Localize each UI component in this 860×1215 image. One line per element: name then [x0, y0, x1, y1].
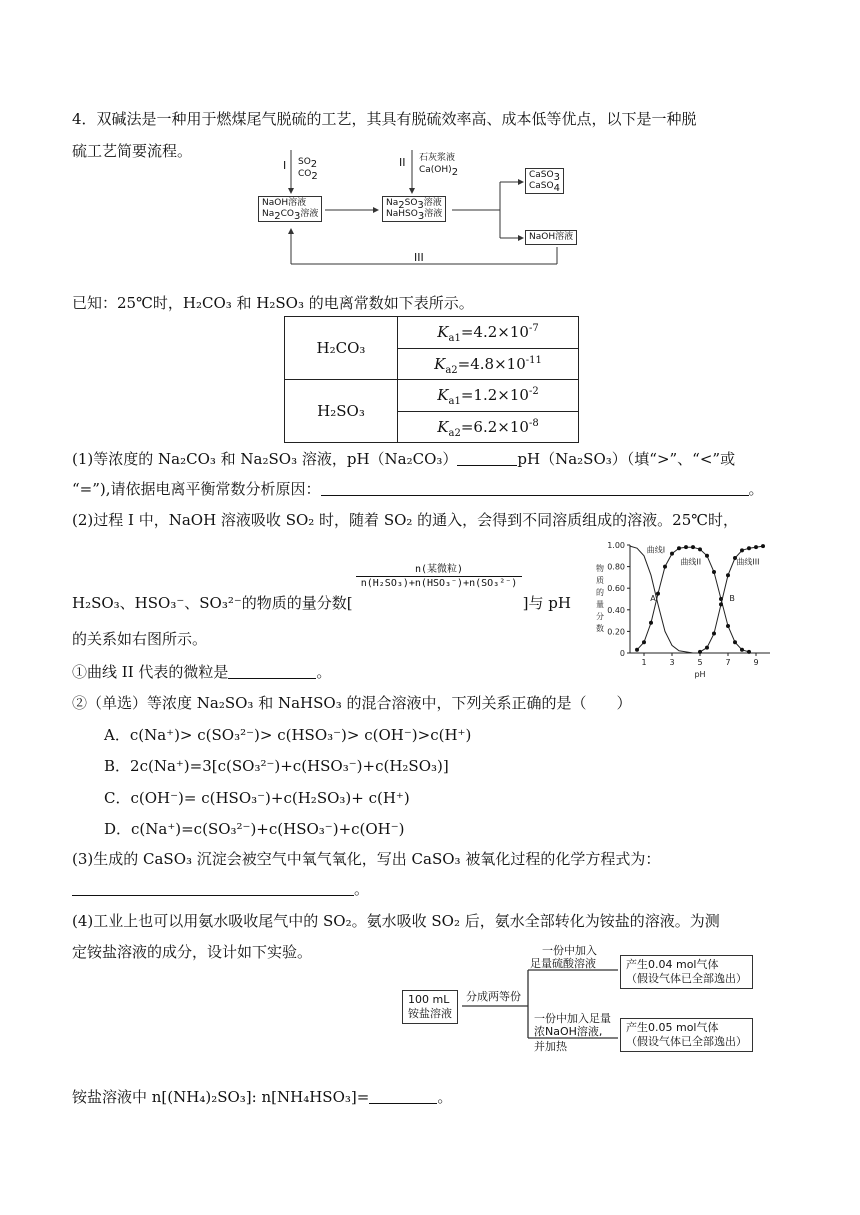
chart-series-point-3 — [740, 548, 744, 552]
chart-x-axis-label: pH — [694, 670, 706, 679]
chart-x-tick-label: 1 — [641, 658, 647, 667]
flow-lime-slurry: 石灰浆液 — [419, 153, 456, 163]
chart-x-tick-label: 5 — [697, 658, 703, 667]
ka2-h2co3: $K_{a2}=4.8\times 10^{-11}$ — [398, 348, 579, 380]
chart-y-axis-label-char: 量 — [596, 600, 604, 609]
chart-series-point-2 — [698, 547, 702, 551]
chart-y-tick-label: 0.80 — [607, 562, 625, 572]
ka2-h2so3: $K_{a2}=6.2\times 10^{-8}$ — [398, 411, 579, 443]
flow-calcium-hydroxide: $Ca(OH)_2$ — [419, 165, 459, 178]
chart-series-point-3 — [754, 545, 758, 549]
chart-y-tick-label: 1.00 — [607, 541, 625, 550]
chart-y-tick-label: 0.60 — [607, 584, 625, 594]
option-a[interactable]: A．c(Na⁺)> c(SO₃²⁻)> c(HSO₃⁻)> c(OH⁻)>c(H⁺) — [104, 726, 472, 744]
chart-x-tick-label: 3 — [669, 658, 675, 667]
flow-step-3-label: III — [414, 251, 424, 264]
chart-y-tick-label: 0.40 — [607, 605, 625, 615]
experiment-result2-box: 产生0.05 mol气体 （假设气体已全部逸出） — [620, 1018, 753, 1052]
answer-blank-q1-compare[interactable] — [457, 449, 517, 466]
chart-series-point-3 — [726, 573, 730, 577]
chart-series-point-2 — [733, 640, 737, 644]
question-intro-line2: 硫工艺简要流程。 — [72, 142, 193, 160]
chart-series-label-3: 曲线III — [736, 557, 760, 567]
answer-blank-q3-equation[interactable] — [72, 879, 354, 896]
chart-series-point-2 — [642, 640, 646, 644]
flow-box-naoh: NaOH溶液 — [525, 230, 577, 245]
question-3-line1: (3)生成的 CaSO₃ 沉淀会被空气中氧气氧化，写出 CaSO₃ 被氧化过程的化学方程式为： — [72, 850, 661, 868]
option-d[interactable]: D．c(Na⁺)=c(SO₃²⁻)+c(HSO₃⁻)+c(OH⁻) — [104, 820, 405, 838]
chart-series-point-3 — [698, 650, 702, 654]
question-2-line3: 的关系如右图所示。 — [72, 630, 208, 648]
chart-x-tick-label: 7 — [725, 658, 731, 667]
flow-input-so2: $SO_2$ — [298, 157, 318, 170]
chart-y-tick-label: 0.20 — [607, 627, 625, 637]
chart-series-point-2 — [663, 565, 667, 569]
chart-series-point-3 — [705, 646, 709, 650]
question-2-line1: (2)过程 I 中，NaOH 溶液吸收 SO₂ 时，随着 SO₂ 的通入，会得到不同溶质组成的溶液。25℃时， — [72, 511, 739, 529]
question-1-line1: (1)等浓度的 Na₂CO₃ 和 Na₂SO₃ 溶液，pH（Na₂CO₃） pH（Na₂SO₃）（填“>”、“<”或 — [72, 450, 736, 468]
question-4-line3: 铵盐溶液中 n[(NH₄)₂SO₃]: n[NH₄HSO₃]= 。 — [72, 1088, 453, 1106]
experiment-split-label: 分成两等份 — [466, 990, 521, 1003]
answer-blank-q2-curve2[interactable] — [228, 662, 316, 679]
chart-y-axis-label-char: 的 — [596, 588, 604, 597]
question-intro-line1: 4．双碱法是一种用于燃煤尾气脱硫的工艺，其具有脱硫效率高、成本低等优点，以下是一种脱 — [72, 110, 697, 128]
mole-fraction-formula: n(某微粒) n(H₂SO₃)+n(HSO₃⁻)+n(SO₃²⁻) — [356, 560, 522, 589]
chart-series-point-2 — [747, 650, 751, 654]
question-3-line2: 。 — [72, 878, 369, 900]
chart-y-axis-label-char: 数 — [596, 624, 604, 633]
answer-blank-q4-ratio[interactable] — [369, 1087, 437, 1104]
acid-h2co3: H₂CO₃ — [285, 317, 398, 380]
chart-series-point-3 — [761, 544, 765, 548]
question-2-line2: H₂SO₃、HSO₃⁻、SO₃²⁻的物质的量分数[ ]与 pH — [72, 594, 571, 612]
chart-series-point-2 — [649, 621, 653, 625]
chart-series-point-2 — [705, 554, 709, 558]
flow-step-2-label: II — [399, 156, 406, 169]
chart-series-label-2: 曲线II — [680, 557, 702, 567]
question-1-line2: “=”),请依据电离平衡常数分析原因： 。 — [72, 480, 764, 498]
question-4-line1: (4)工业上也可以用氨水吸收尾气中的 SO₂。氨水吸收 SO₂ 后，氨水全部转化为铵盐的溶液。为测 — [72, 912, 720, 930]
flow-box-na2so3-nahso3: $Na_2SO_3$溶液 NaHSO$_3$溶液 — [382, 196, 446, 222]
experiment-result1-box: 产生0.04 mol气体 （假设气体已全部逸出） — [620, 955, 753, 989]
chart-series-point-2 — [726, 624, 730, 628]
known-statement: 已知：25℃时，H₂CO₃ 和 H₂SO₃ 的电离常数如下表所示。 — [72, 294, 474, 312]
flow-step-1-label: I — [283, 159, 287, 172]
question-2-sub2: ②（单选）等浓度 Na₂SO₃ 和 NaHSO₃ 的混合溶液中，下列关系正确的是（ ） — [72, 694, 632, 712]
experiment-branch1-label-1: 一份中加入 — [542, 944, 597, 957]
ka1-h2co3: $K_{a1}=4.2\times 10^{-7}$ — [398, 317, 579, 349]
question-2-sub1: ①曲线 II 代表的微粒是 。 — [72, 663, 332, 681]
chart-point-label-b: B — [729, 594, 735, 604]
chart-series-label-1: 曲线I — [646, 545, 666, 555]
flow-box-naoh-na2co3: NaOH溶液 $Na_2CO_3$溶液 — [258, 196, 322, 222]
flow-input-co2: $CO_2$ — [298, 169, 318, 182]
chart-point-label-a: A — [650, 594, 656, 604]
chart-series-point-2 — [635, 648, 639, 652]
chart-y-axis-label-char: 物 — [596, 564, 604, 573]
option-c[interactable]: C．c(OH⁻)= c(HSO₃⁻)+c(H₂SO₃)+ c(H⁺) — [104, 789, 410, 807]
chart-series-point-2 — [684, 545, 688, 549]
experiment-branch2-label-2: 浓NaOH溶液, — [534, 1025, 603, 1038]
chart-series-point-3 — [719, 602, 723, 606]
flow-box-caso3-caso4: CaSO$_3$ CaSO$_4$ — [525, 168, 564, 194]
chart-y-axis-label-char: 分 — [596, 612, 604, 621]
ionization-constant-table — [284, 316, 579, 443]
experiment-start-box: 100 mL 铵盐溶液 — [402, 990, 458, 1024]
chart-series-point-2 — [656, 592, 660, 596]
chart-series-point-2 — [691, 545, 695, 549]
ka1-h2so3: $K_{a1}=1.2\times 10^{-2}$ — [398, 380, 579, 412]
acid-h2so3: H₂SO₃ — [285, 380, 398, 443]
chart-y-tick-label: 0 — [619, 649, 625, 658]
experiment-branch2-label-3: 并加热 — [534, 1040, 567, 1053]
chart-series-point-2 — [712, 570, 716, 574]
option-b[interactable]: B．2c(Na⁺)=3[c(SO₃²⁻)+c(HSO₃⁻)+c(H₂SO₃)] — [104, 757, 449, 775]
answer-blank-q1-reason[interactable] — [321, 479, 749, 496]
mole-fraction-ph-chart — [590, 535, 790, 685]
experiment-branch1-label-2: 足量硫酸溶液 — [530, 957, 596, 970]
chart-y-axis-label-char: 质 — [596, 576, 604, 585]
question-4-line2: 定铵盐溶液的成分，设计如下实验。 — [72, 943, 313, 961]
chart-series-point-2 — [670, 552, 674, 556]
chart-series-point-2 — [740, 648, 744, 652]
chart-series-point-3 — [712, 632, 716, 636]
chart-series-point-2 — [677, 546, 681, 550]
chart-series-point-3 — [747, 546, 751, 550]
experiment-branch2-label-1: 一份中加入足量 — [534, 1012, 611, 1025]
chart-x-tick-label: 9 — [753, 658, 759, 667]
